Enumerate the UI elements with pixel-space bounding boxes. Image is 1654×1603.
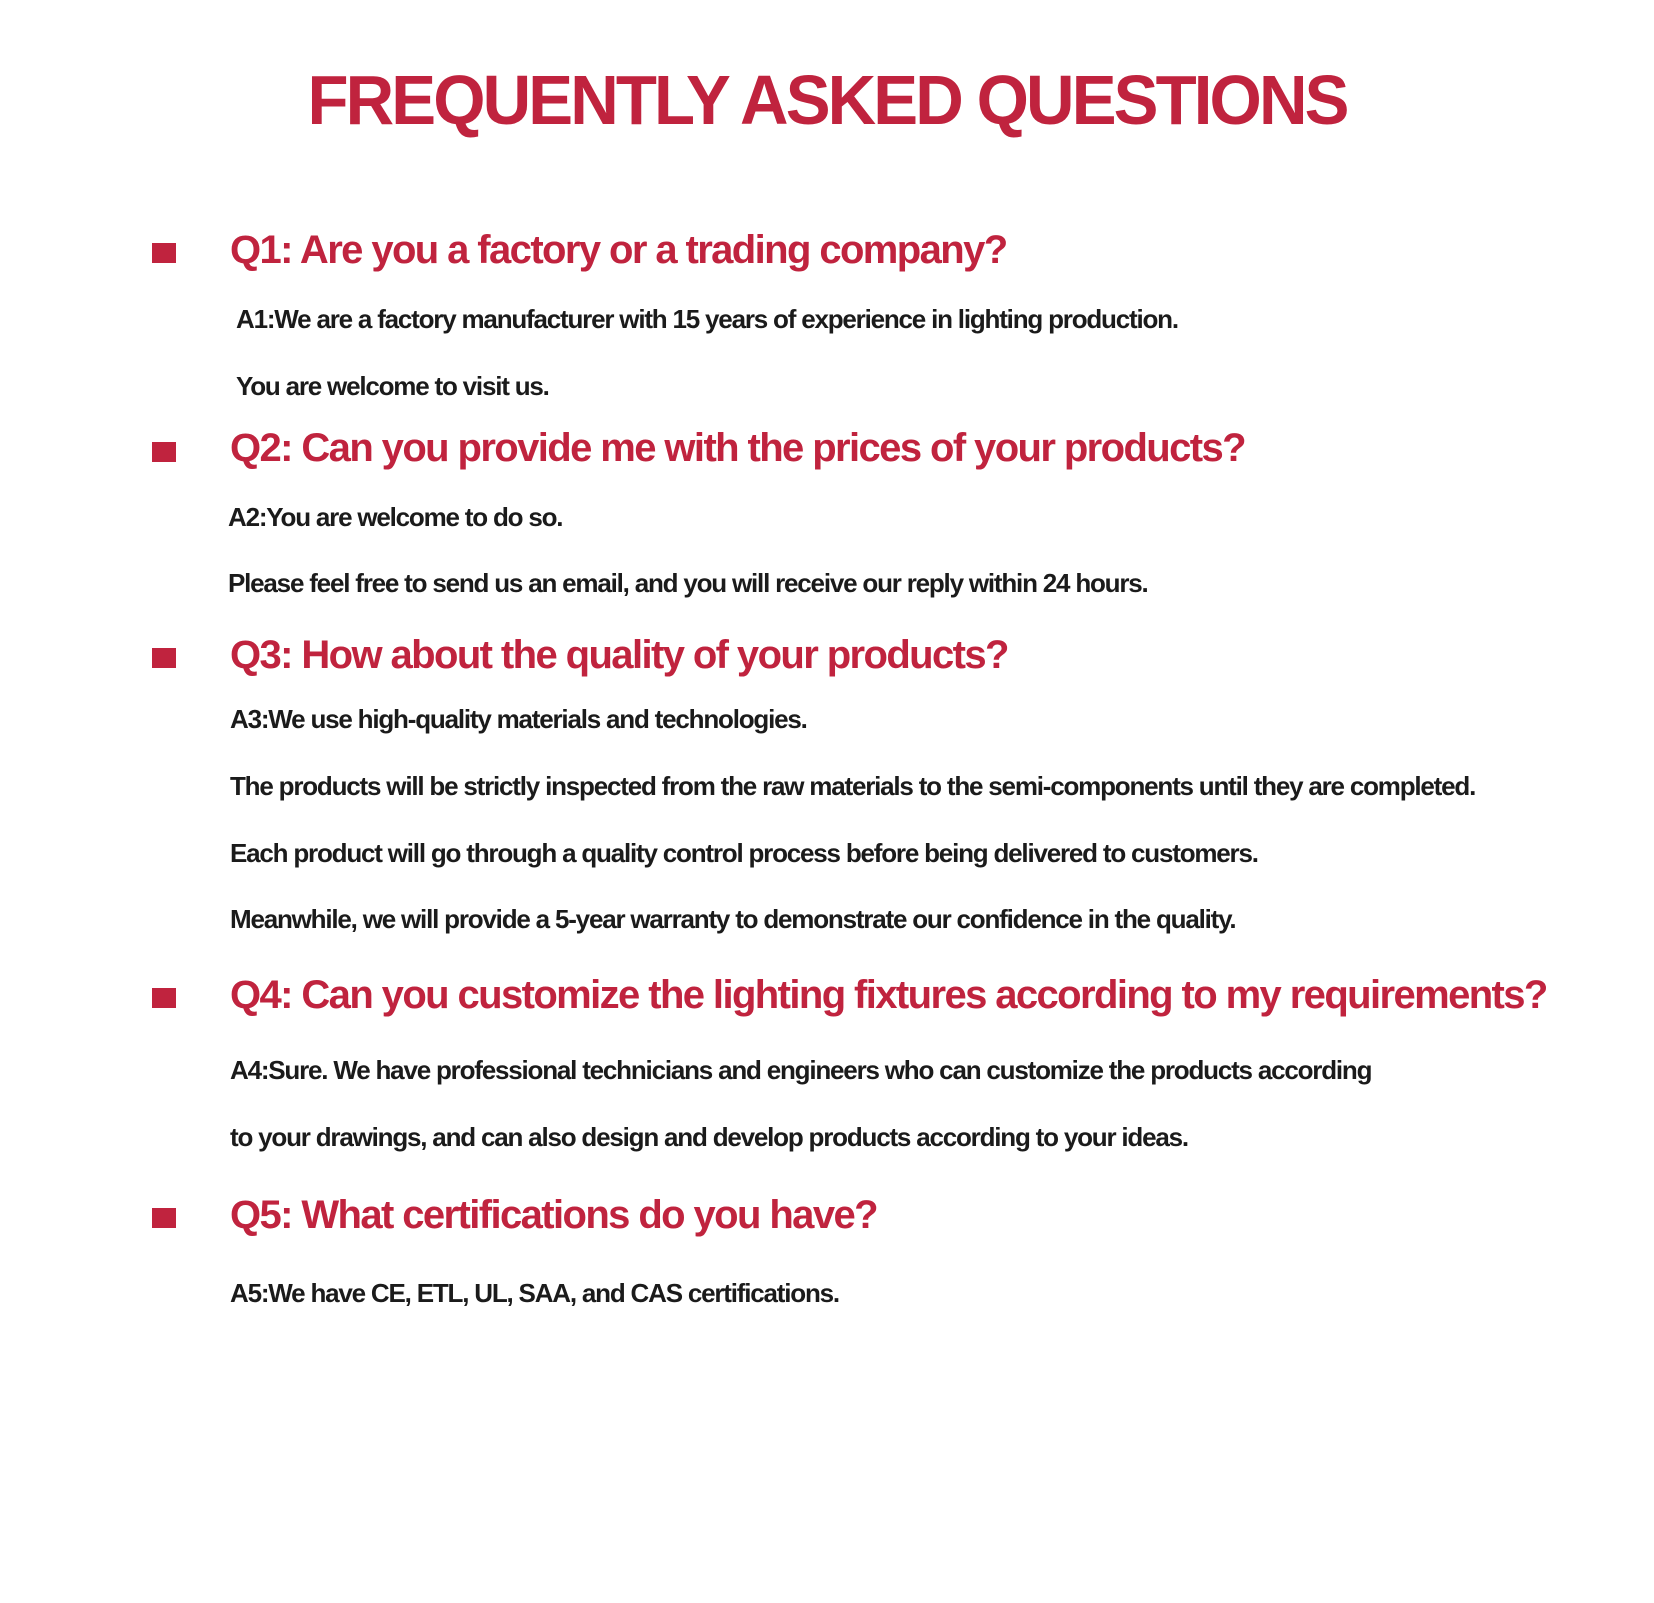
faq-answer-line: Each product will go through a quality control process before being delivered to customers. bbox=[230, 838, 1258, 868]
square-bullet-icon bbox=[152, 988, 176, 1008]
faq-answer-line: Meanwhile, we will provide a 5-year warranty to demonstrate our confidence in the quality. bbox=[230, 904, 1236, 934]
square-bullet-icon bbox=[152, 648, 176, 668]
faq-answer-line: The products will be strictly inspected from the raw materials to the semi-components until they are completed. bbox=[230, 771, 1476, 801]
faq-question: Q5: What certifications do you have? bbox=[230, 1193, 877, 1237]
square-bullet-icon bbox=[152, 1208, 176, 1228]
faq-question: Q3: How about the quality of your products? bbox=[230, 633, 1008, 677]
square-bullet-icon bbox=[152, 243, 176, 263]
faq-answer-line: A3:We use high-quality materials and technologies. bbox=[230, 704, 807, 734]
faq-answer-line: A1:We are a factory manufacturer with 15 years of experience in lighting production. bbox=[236, 304, 1178, 334]
faq-answer-line: A5:We have CE, ETL, UL, SAA, and CAS certifications. bbox=[230, 1278, 839, 1308]
square-bullet-icon bbox=[152, 442, 176, 462]
faq-question: Q2: Can you provide me with the prices of your products? bbox=[230, 426, 1245, 470]
faq-question: Q4: Can you customize the lighting fixtures according to my requirements? bbox=[230, 973, 1547, 1017]
faq-answer-line: A4:Sure. We have professional technicians and engineers who can customize the products according bbox=[230, 1055, 1372, 1085]
faq-answer-line: You are welcome to visit us. bbox=[236, 371, 549, 401]
faq-answer-line: to your drawings, and can also design and develop products according to your ideas. bbox=[230, 1122, 1188, 1152]
page-title: FREQUENTLY ASKED QUESTIONS bbox=[307, 61, 1347, 139]
faq-question: Q1: Are you a factory or a trading company? bbox=[230, 228, 1007, 272]
faq-answer-line: A2:You are welcome to do so. bbox=[228, 502, 563, 532]
faq-answer-line: Please feel free to send us an email, and you will receive our reply within 24 hours. bbox=[228, 568, 1148, 598]
